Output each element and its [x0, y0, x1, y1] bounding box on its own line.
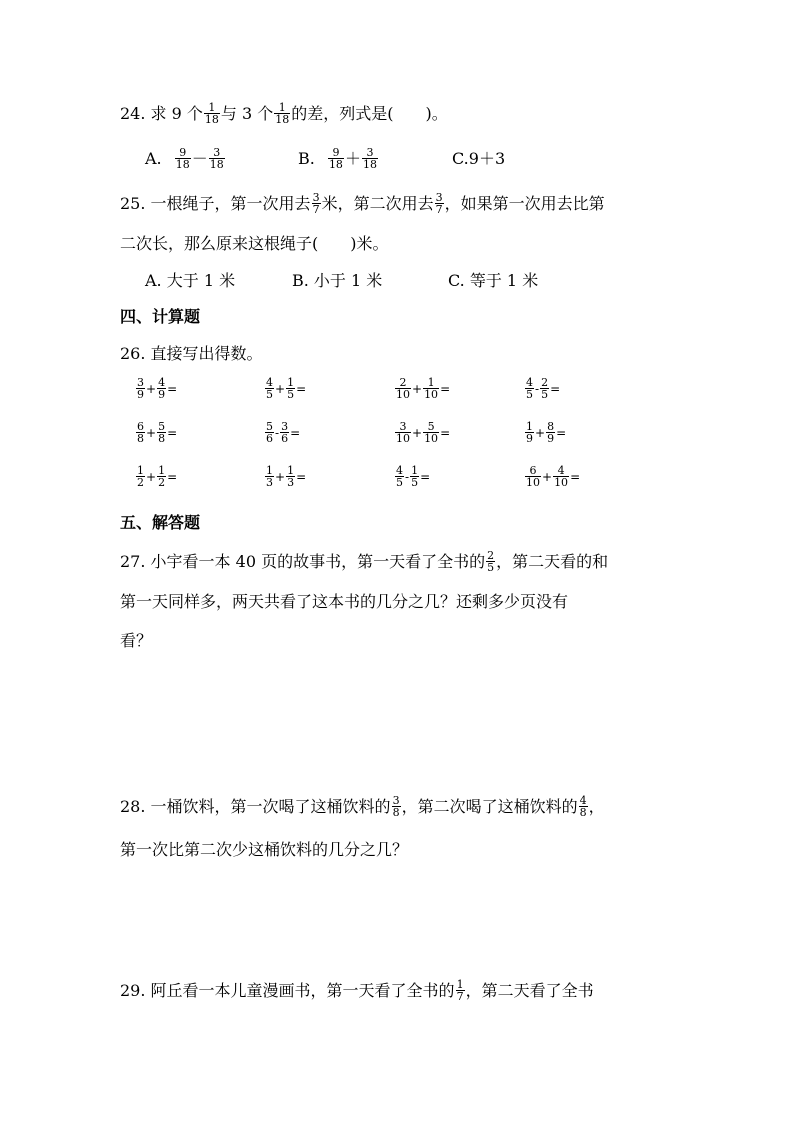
q26-fraction-a: $\frac{1}{2}$: [137, 464, 144, 489]
q26-expression: [395, 421, 451, 444]
q26-operator: -: [405, 469, 410, 484]
q26-expression: [265, 465, 307, 488]
q26-expression: [265, 377, 307, 400]
q26-fraction-b: $\frac{8}{9}$: [547, 420, 555, 445]
q26-fraction-b: $\frac{5}{8}$: [158, 420, 166, 445]
q26-fraction-b: $\frac{1}{2}$: [158, 464, 166, 489]
q28-stem-line-2: 第一次比第二次少这桶饮料的几分之几？: [120, 840, 409, 859]
q26-operator: -: [275, 425, 280, 440]
q26-fraction-b: $\frac{2}{5}$: [541, 376, 549, 401]
q26-operator: +: [412, 381, 423, 396]
q26-equals: =: [167, 425, 178, 440]
q26-operator: -: [535, 381, 540, 396]
q26-expression: [136, 465, 178, 488]
q29-fraction-1: $\frac{1}{7}$: [456, 978, 464, 1003]
q28-number: 28.: [120, 797, 146, 816]
q24-fraction-2: $\frac{1}{18}$: [275, 101, 290, 126]
q26-expression: [265, 421, 301, 444]
q24-option-a[interactable]: A. $\frac{9}{18}$ － $\frac{3}{18}$: [145, 146, 224, 171]
q26-equals: =: [167, 381, 178, 396]
q26-number: 26.: [120, 344, 146, 363]
section-5-heading: 五、解答题: [120, 513, 201, 532]
q26-fraction-a: $\frac{1}{9}$: [526, 420, 533, 445]
q26-operator: +: [146, 469, 157, 484]
q26-fraction-b: $\frac{1}{10}$: [424, 376, 439, 401]
q28-fraction-1: $\frac{3}{8}$: [392, 794, 400, 819]
q27-stem-line-3: 看？: [120, 631, 153, 650]
q26-equals: =: [570, 469, 581, 484]
q26-fraction-a: $\frac{4}{5}$: [526, 376, 533, 401]
q24-number: 24.: [120, 104, 146, 123]
q25-stem-line-2: 二次长，那么原来这根绳子( )米。: [120, 234, 389, 253]
q27-number: 27.: [120, 552, 146, 571]
q29-stem: 29. 阿丘看一本儿童漫画书，第一天看了全书的 $\frac{1}{7}$ ，第二天看了全书: [120, 978, 594, 1003]
q25-option-c[interactable]: C. 等于 1 米: [448, 271, 539, 290]
q27-fraction-1: $\frac{2}{5}$: [487, 549, 495, 574]
q26-operator: +: [275, 469, 286, 484]
q26-fraction-b: $\frac{3}{6}$: [281, 420, 289, 445]
q26-operator: +: [146, 425, 157, 440]
q26-operator: +: [275, 381, 286, 396]
q26-fraction-a: $\frac{4}{5}$: [266, 376, 273, 401]
q26-fraction-a: $\frac{3}{10}$: [396, 420, 410, 445]
q26-fraction-b: $\frac{1}{5}$: [287, 376, 295, 401]
q25-option-a[interactable]: A. 大于 1 米: [145, 271, 236, 290]
q26-fraction-a: $\frac{2}{10}$: [396, 376, 410, 401]
q25-fraction-1: $\frac{3}{7}$: [312, 191, 320, 216]
q24-option-c[interactable]: C.9＋3: [452, 149, 506, 168]
q26-expression: [525, 421, 567, 444]
q26-expression: [136, 421, 178, 444]
q26-expression: [395, 465, 431, 488]
q26-operator: +: [146, 381, 157, 396]
q26-stem: 26. 直接写出得数。: [120, 344, 263, 363]
q26-expression: [395, 377, 451, 400]
q27-stem: 27. 小宇看一本 40 页的故事书，第一天看了全书的 $\frac{2}{5}$ ，第二天看的和: [120, 549, 609, 574]
q26-operator: +: [535, 425, 546, 440]
q26-fraction-a: $\frac{4}{5}$: [396, 464, 403, 489]
q25-number: 25.: [120, 194, 146, 213]
q24-option-b[interactable]: B. $\frac{9}{18}$ ＋ $\frac{3}{18}$: [298, 146, 377, 171]
q26-equals: =: [550, 381, 561, 396]
q26-operator: +: [542, 469, 553, 484]
q26-equals: =: [556, 425, 567, 440]
q24-text-1: 求 9 个: [150, 104, 203, 123]
q26-fraction-b: $\frac{5}{10}$: [424, 420, 439, 445]
q26-expression: [525, 465, 581, 488]
q26-equals: =: [440, 381, 451, 396]
q26-fraction-a: $\frac{3}{9}$: [137, 376, 144, 401]
q25-option-b[interactable]: B. 小于 1 米: [292, 271, 383, 290]
q24-text-3: 的差，列式是( )。: [291, 104, 448, 123]
q25-fraction-2: $\frac{3}{7}$: [435, 191, 443, 216]
q26-expression: [525, 377, 561, 400]
q26-fraction-b: $\frac{4}{10}$: [554, 464, 569, 489]
q24-option-a-fraction-1: $\frac{9}{18}$: [175, 146, 190, 171]
q26-equals: =: [167, 469, 178, 484]
q26-fraction-a: $\frac{5}{6}$: [266, 420, 273, 445]
q26-equals: =: [296, 381, 307, 396]
q26-expression: [136, 377, 178, 400]
q26-fraction-a: $\frac{6}{8}$: [137, 420, 144, 445]
q28-fraction-2: $\frac{4}{8}$: [579, 794, 587, 819]
q24-stem: [120, 100, 448, 128]
q24-fraction-1: $\frac{1}{18}$: [204, 101, 219, 126]
q24-option-b-fraction-2: $\frac{3}{18}$: [362, 146, 377, 171]
q26-equals: =: [440, 425, 451, 440]
q24-text-2: 与 3 个: [220, 104, 274, 123]
q29-number: 29.: [120, 981, 146, 1000]
q26-equals: =: [420, 469, 431, 484]
q27-stem-line-2: 第一天同样多，两天共看了这本书的几分之几？还剩多少页没有: [120, 592, 569, 611]
q24-option-a-fraction-2: $\frac{3}{18}$: [209, 146, 224, 171]
q26-fraction-b: $\frac{1}{5}$: [411, 464, 419, 489]
q26-fraction-b: $\frac{1}{3}$: [287, 464, 295, 489]
q24-option-b-fraction-1: $\frac{9}{18}$: [328, 146, 343, 171]
q26-fraction-a: $\frac{6}{10}$: [526, 464, 540, 489]
q26-equals: =: [290, 425, 301, 440]
section-4-heading: 四、计算题: [120, 307, 201, 326]
q26-operator: +: [412, 425, 423, 440]
q26-fraction-b: $\frac{4}{9}$: [158, 376, 166, 401]
q25-stem: 25. 一根绳子，第一次用去 $\frac{3}{7}$ 米，第二次用去 $\frac{3}{7}$ ，如果第一次用去比第: [120, 191, 605, 216]
q28-stem: 28. 一桶饮料，第一次喝了这桶饮料的 $\frac{3}{8}$ ，第二次喝了这桶饮料的 $\frac{4}{8}$ ，: [120, 794, 605, 819]
q26-fraction-a: $\frac{1}{3}$: [266, 464, 273, 489]
q26-equals: =: [296, 469, 307, 484]
